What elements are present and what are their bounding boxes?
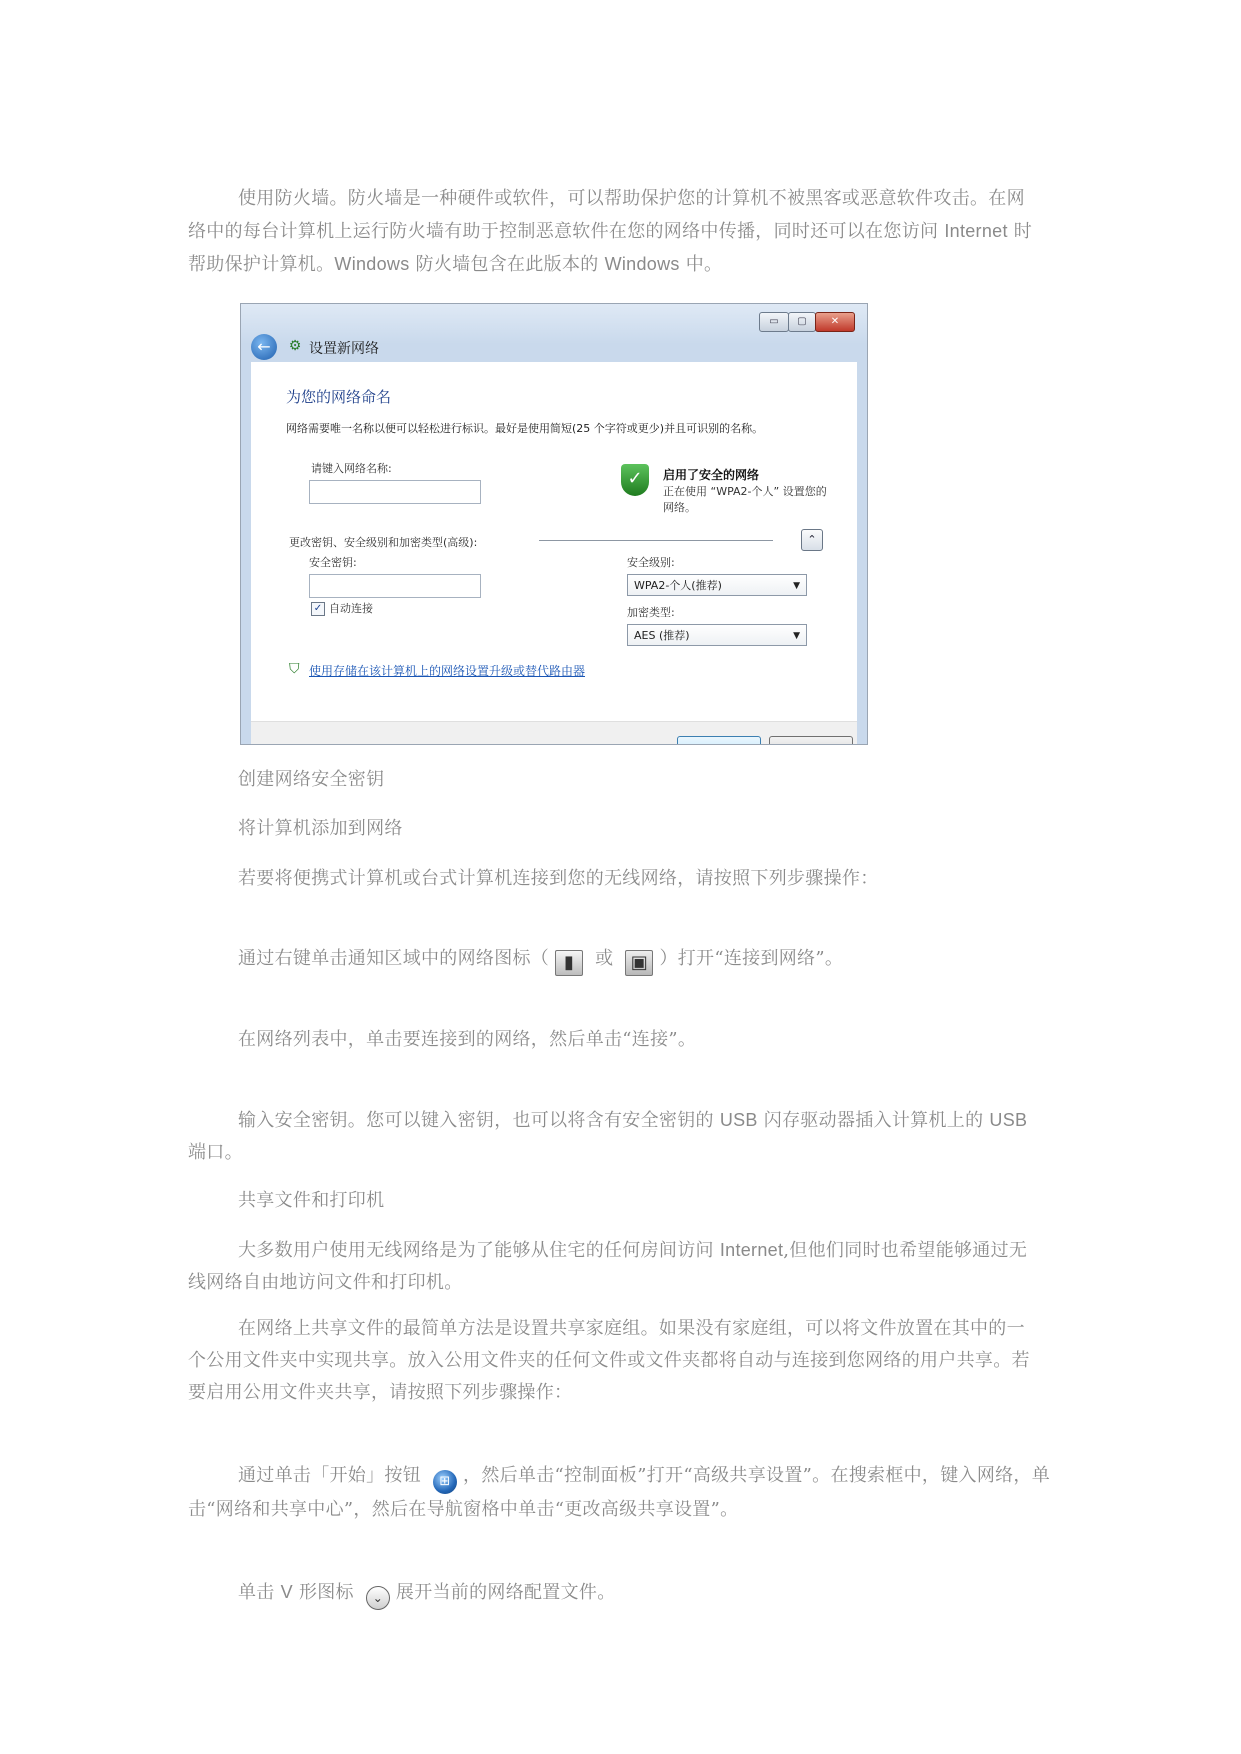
share-step-1-text-a: 通过单击「开始」按钮	[238, 1465, 428, 1486]
security-level-value: WPA2-个人(推荐)	[634, 579, 722, 592]
firewall-line-3-mid: 防火墙包含在此版本的	[409, 254, 605, 275]
share-p2-line-1: 在网络上共享文件的最简单方法是设置共享家庭组。如果没有家庭组，可以将文件放置在其中的一	[238, 1318, 1025, 1339]
security-key-input[interactable]	[309, 574, 481, 598]
step-3-text-a: 输入安全密钥。您可以键入密钥，也可以将含有安全密钥的	[238, 1110, 720, 1131]
share-paragraph-2	[188, 1313, 1054, 1409]
share-paragraph-1	[188, 1234, 1054, 1299]
back-arrow-icon[interactable]: ←	[251, 334, 277, 360]
network-name-label: 请键入网络名称:	[311, 462, 392, 475]
firewall-line-2-end: 时	[1007, 221, 1033, 242]
secure-network-title: 启用了安全的网络	[663, 468, 760, 482]
windows-start-orb-icon: ⊞	[433, 1470, 457, 1494]
internet-term: Internet	[719, 1240, 784, 1260]
shield-check-icon: ✓	[621, 464, 649, 496]
share-heading	[188, 1185, 1054, 1217]
dialog-client-area	[251, 362, 857, 744]
signal-bars-icon: ▮	[555, 950, 583, 976]
dialog-intro: 网络需要唯一名称以便可以轻松进行标识。最好是使用简短(25 个字符或更少)并且可识别的名称。	[286, 422, 764, 435]
secure-network-desc: 正在使用 “WPA2-个人” 设置您的网络。	[663, 485, 827, 514]
step-1-text-a: 通过右键单击通知区域中的网络图标（	[238, 948, 550, 969]
firewall-line-3: 帮助保护计算机。	[188, 254, 335, 275]
step-3	[188, 1104, 1054, 1169]
steps-intro	[188, 863, 1054, 895]
dropdown-arrow-icon: ▼	[793, 631, 800, 641]
maximize-button[interactable]: ▢	[788, 312, 816, 332]
internet-term: Internet	[944, 221, 1008, 241]
advanced-divider	[539, 540, 773, 541]
cancel-button[interactable]	[769, 736, 853, 745]
share-step-2-text-b: 形图标	[292, 1582, 360, 1603]
firewall-line-1: 使用防火墙。防火墙是一种硬件或软件，可以帮助保护您的计算机不被黑客或恶意软件攻击。在网	[238, 188, 1025, 209]
chevron-down-circle-icon: ⌄	[366, 1586, 390, 1610]
security-level-select[interactable]	[627, 574, 807, 596]
dialog-button-bar	[251, 721, 857, 744]
v-letter: V	[280, 1582, 293, 1602]
firewall-line-2: 络中的每台计算机上运行防火墙有助于控制恶意软件在您的网络中传播，同时还可以在您访问	[188, 221, 945, 242]
close-button[interactable]: ✕	[815, 312, 855, 332]
caption-create-key	[188, 764, 1054, 796]
share-step-2-text-a: 单击	[238, 1582, 281, 1603]
auto-connect-label: 自动连接	[329, 602, 373, 615]
next-button[interactable]	[677, 736, 761, 745]
share-step-1-text-b: ，然后单击“控制面板”打开“高级共享设置”。在搜索框中，键入网络，单	[463, 1465, 1051, 1486]
windows-term-2: Windows	[604, 254, 680, 274]
setup-network-dialog-screenshot	[240, 303, 868, 745]
upgrade-router-link[interactable]: 使用存储在该计算机上的网络设置升级或替代路由器	[309, 664, 586, 678]
usb-term-2: USB	[989, 1110, 1028, 1130]
security-level-label: 安全级别:	[627, 556, 675, 569]
firewall-line-3-end: 中。	[679, 254, 723, 275]
step-3-text-b: 闪存驱动器插入计算机上的	[757, 1110, 990, 1131]
step-1	[188, 943, 1054, 976]
share-p1-text-c: 线网络自由地访问文件和打印机。	[188, 1272, 463, 1293]
step-2-text: 在网络列表中，单击要连接到的网络，然后单击“连接”。	[238, 1029, 697, 1050]
usb-term-1: USB	[719, 1110, 758, 1130]
firewall-paragraph	[188, 183, 1054, 281]
minimize-button[interactable]: ▭	[759, 312, 789, 332]
step-1-text-b: ）打开“连接到网络”。	[659, 948, 844, 969]
share-step-1	[188, 1460, 1054, 1526]
windows-term-1: Windows	[334, 254, 410, 274]
dropdown-arrow-icon: ▼	[793, 581, 800, 591]
step-2	[188, 1024, 1054, 1056]
network-setup-icon: ⚙	[288, 338, 302, 354]
share-step-2-text-c: 展开当前的网络配置文件。	[395, 1582, 616, 1603]
dialog-title: 设置新网络	[309, 341, 379, 357]
advanced-label: 更改密钥、安全级别和加密类型(高级):	[289, 536, 478, 549]
shield-icon: ⛉	[289, 661, 300, 677]
share-step-1-text-c: 击“网络和共享中心”，然后在导航窗格中单击“更改高级共享设置”。	[188, 1499, 739, 1520]
share-p2-line-3: 要启用公用文件夹共享，请按照下列步骤操作：	[188, 1382, 573, 1403]
encryption-select[interactable]	[627, 624, 807, 646]
share-p1-text-a: 大多数用户使用无线网络是为了能够从住宅的任何房间访问	[238, 1240, 720, 1261]
collapse-chevron-icon[interactable]: ⌃	[801, 529, 823, 551]
share-p1-text-b: ,但他们同时也希望能够通过无	[783, 1240, 1028, 1261]
encryption-label: 加密类型:	[627, 606, 675, 619]
caption-add-computer-text: 将计算机添加到网络	[238, 818, 403, 839]
network-name-input[interactable]	[309, 480, 481, 504]
network-computer-icon: ▣	[625, 950, 653, 976]
security-key-label: 安全密钥:	[309, 556, 357, 569]
share-heading-text: 共享文件和打印机	[238, 1190, 385, 1211]
caption-add-computer	[188, 813, 1054, 845]
steps-intro-text: 若要将便携式计算机或台式计算机连接到您的无线网络，请按照下列步骤操作：	[238, 868, 879, 889]
dialog-titlebar	[241, 304, 867, 357]
share-step-2	[188, 1576, 1054, 1610]
dialog-heading: 为您的网络命名	[286, 388, 392, 406]
step-1-or: 或	[589, 948, 620, 969]
auto-connect-checkbox[interactable]: ✓	[311, 602, 325, 616]
encryption-value: AES (推荐)	[634, 629, 690, 642]
share-p2-line-2: 个公用文件夹中实现共享。放入公用文件夹的任何文件或文件夹都将自动与连接到您网络的用户共享。若	[188, 1350, 1030, 1371]
step-3-text-c: 端口。	[188, 1142, 243, 1163]
caption-create-key-text: 创建网络安全密钥	[238, 769, 385, 790]
